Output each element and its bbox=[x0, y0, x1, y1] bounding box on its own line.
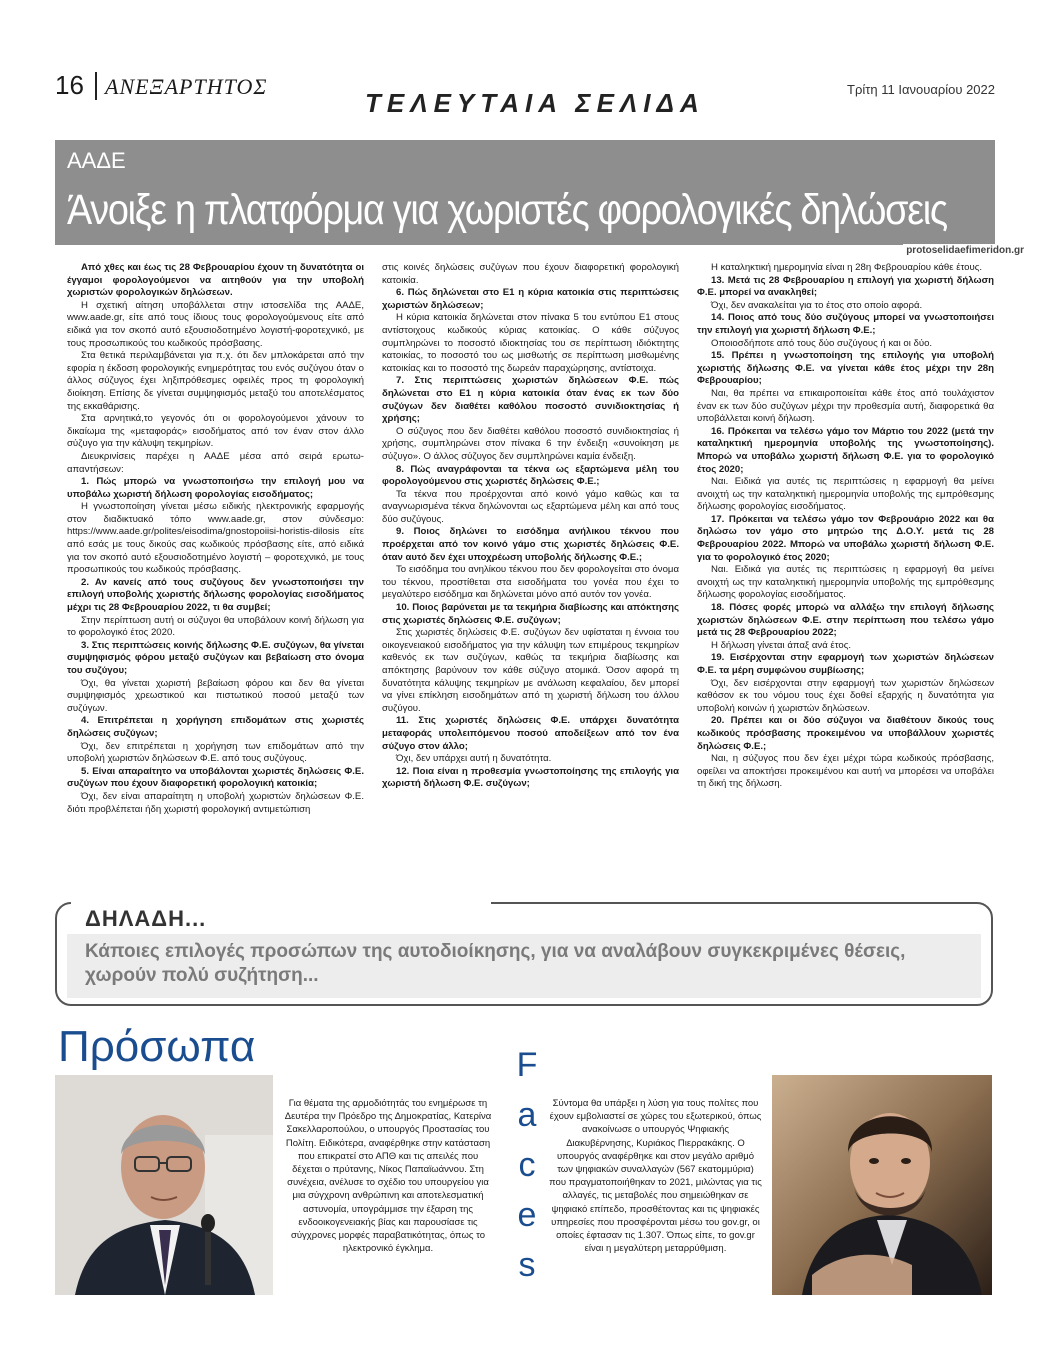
body-paragraph: Όχι, δεν εισέρχονται στην εφαρμογή των χωριστών δηλώσεων καθόσον εκ του νόμου τους έχει δοθεί εξαρχής η δυνατότητα για υποβολή κοινών ή χωριστών δηλώσεων. bbox=[697, 677, 994, 714]
body-paragraph: Ναι, η σύζυγος που δεν έχει μέχρι τώρα κωδικούς πρόσβασης, οφείλει να αποκτήσει προκειμένου και αυτή να μπορέσει να υποβάλει τη δική της δήλωση. bbox=[697, 753, 994, 790]
body-paragraph: Η καταληκτική ημερομηνία είναι η 28η Φεβρουαρίου κάθε έτους. bbox=[711, 262, 983, 273]
right-caption: Σύντομα θα υπάρξει η λύση για τους πολίτες που έχουν εμβολιαστεί σε χώρες του εξωτερικού, όπως ανακοίνωσε ο υπουργός Ψηφιακής Διακυβέρνησης, Κυριάκος Πιερρακάκης. Ο υπουργός αναφέρθηκε και στον μεγάλο αριθμό των ψηφιακών συναλλαγών (567 εκατομμύρια) που πραγματοποιήθηκαν το 2021, μιλώντας για τις αλλαγές, τις μεταβολές που σημειώθηκαν σε ψηφιακό επίπεδο, προσθέτοντας και τις ψηφιακές υπηρεσίες που προσφέρονται μέσω του gov.gr, οι οποίες έφτασαν τις 1.307. Όπως είπε, το gov.gr είναι η μεγαλύτερη μεταρρύθμιση. bbox=[549, 1098, 762, 1255]
faces-letter: c bbox=[518, 1146, 536, 1184]
body-paragraph: Όχι, δεν επιτρέπεται η χορήγηση των επιδομάτων από την υποβολή χωριστών δηλώσεων Φ.Ε. από τους συζύγους. bbox=[67, 740, 364, 765]
faces-letter: F bbox=[516, 1046, 538, 1084]
article-body bbox=[67, 262, 995, 887]
question-paragraph: 1. Πώς μπορώ να γνωστοποιήσω την επιλογή μου να υποβάλω χωριστή δήλωση φορολογίας εισοδήματος; bbox=[67, 476, 364, 500]
body-paragraph: Το εισόδημα του ανηλίκου τέκνου που δεν φορολογείται στο όνομα του τέκνου, προστίθεται στα εισοδήματα του γονέα που έχει το μεγαλύτερο εισόδημα και δηλώνεται μόνο από αυτόν τον γονέα. bbox=[382, 564, 679, 601]
minister-portrait-left bbox=[55, 1075, 273, 1295]
faces-letter: s bbox=[518, 1246, 536, 1284]
question-paragraph: 17. Πρόκειται να τελέσω γάμο τον Φεβρουάριο 2022 και θα δηλώσω τον γάμο στο μητρώο της Δ.Ο.Υ. μετά τις 28 Φεβρουαρίου 2022. Μπορώ να υποβάλω χωριστή δήλωση Φ.Ε. για το φορολογικό έτος 2020; bbox=[697, 513, 994, 563]
question-paragraph: 13. Μετά τις 28 Φεβρουαρίου η επιλογή για χωριστή δήλωση Φ.Ε. μπορεί να ανακληθεί; bbox=[697, 274, 994, 299]
article-column-1 bbox=[67, 262, 364, 887]
body-paragraph: Στην περίπτωση αυτή οι σύζυγοι θα υποβάλουν κοινή δήλωση για το φορολογικό έτος 2020. bbox=[67, 614, 364, 639]
body-paragraph: Στα αρνητικά,το γεγονός ότι οι φορολογούμενοι χάνουν το δικαίωμα της «μεταφοράς» εισοδήματος από τον έναν στον άλλο σύζυγο για την κάλυψη τεκμηρίων. bbox=[67, 413, 364, 450]
source-watermark: protoselidaefimeridon.gr bbox=[903, 244, 1027, 257]
question-paragraph: 20. Πρέπει και οι δύο σύζυγοι να διαθέτουν δικούς τους κωδικούς πρόσβασης προκειμένου να υποβάλλουν χωριστές δηλώσεις Φ.Ε.; bbox=[697, 715, 994, 752]
masthead bbox=[55, 68, 995, 118]
faces-vertical-title bbox=[512, 1040, 542, 1290]
body-paragraph: Οποιοσδήποτε από τους δύο συζύγους ή και οι δύο. bbox=[711, 337, 933, 349]
portrait-left-illustration bbox=[55, 1075, 273, 1295]
question-paragraph: 7. Στις περιπτώσεις χωριστών δηλώσεων Φ.Ε. πώς δηλώνεται στο Ε1 η κύρια κατοικία όταν ένας εκ των δύο συζύγων δεν διαθέτει καθόλου ποσοστό συνιδιοκτησίας ή χρήσης; bbox=[382, 375, 679, 425]
question-paragraph: 12. Ποια είναι η προθεσμία γνωστοποίησης της επιλογής για χωριστή δήλωση Φ.Ε. συζύγων; bbox=[382, 765, 679, 790]
body-paragraph: Τα τέκνα που προέρχονται από κοινό γάμο καθώς και τα αναγνωρισμένα τέκνα δηλώνονται ως εξαρτώμενα μέλη και από τους δύο συζύγους. bbox=[382, 488, 679, 525]
question-paragraph: 18. Πόσες φορές μπορώ να αλλάξω την επιλογή δήλωσης χωριστών δηλώσεων Φ.Ε. στην περίπτωση που τελέσω γάμο μετά τις 28 Φεβρουαρίου 2022; bbox=[697, 602, 994, 639]
body-paragraph: Η δήλωση γίνεται άπαξ ανά έτος. bbox=[711, 639, 851, 651]
body-paragraph: Ναι. Ειδικά για αυτές τις περιπτώσεις η εφαρμογή θα μείνει ανοιχτή ως την καταληκτική ημερομηνία υποβολής της εμπρόθεσμης δήλωσης φορολογίας εισοδήματος. bbox=[697, 476, 994, 513]
question-paragraph: 11. Στις χωριστές δηλώσεις Φ.Ε. υπάρχει δυνατότητα μεταφοράς υπολειπόμενου ποσού αποδείξεων από τον ένα σύζυγο στον άλλο; bbox=[382, 715, 679, 752]
minister-portrait-right bbox=[772, 1075, 992, 1295]
question-paragraph: 16. Πρόκειται να τελέσω γάμο τον Μάρτιο του 2022 (μετά την καταληκτική ημερομηνία υποβολής της γνωστοποίησης). Μπορώ να υποβάλω χωριστή δήλωση Φ.Ε. για το φορολογικό έτος 2020; bbox=[697, 425, 994, 475]
dilladi-box bbox=[55, 902, 993, 1006]
question-paragraph: 8. Πώς αναγράφονται τα τέκνα ως εξαρτώμενα μέλη του φορολογούμενου στις χωριστές δηλώσεις Φ.Ε.; bbox=[382, 463, 679, 488]
body-paragraph: Όχι, δεν υπάρχει αυτή η δυνατότητα. bbox=[396, 753, 552, 765]
body-paragraph: Ο σύζυγος που δεν διαθέτει καθόλου ποσοστό συνιδιοκτησίας ή χρήσης, συμπληρώνει στον πίνακα 6 την ένδειξη «συνοίκηση με σύζυγο». Ο άλλος σύζυγος δεν συμπληρώνει καμία ένδειξη. bbox=[382, 425, 679, 462]
body-paragraph: Όχι, δεν είναι απαραίτητη η υποβολή χωριστών δηλώσεων Φ.Ε. διότι προβλέπεται ήδη χωριστή φορολογική αντιμετώπιση bbox=[67, 790, 364, 815]
question-paragraph: 5. Είναι απαραίτητο να υποβάλονται χωριστές δηλώσεις Φ.Ε. συζύγων που έχουν διαφορετική φορολογική κατοικία; bbox=[67, 765, 364, 790]
faces-letter: e bbox=[517, 1196, 537, 1234]
body-paragraph: Η σχετική αίτηση υποβάλλεται στην ιστοσελίδα της ΑΑΔΕ, www.aade.gr, είτε από τους ίδιους τους φορολογούμενους είτε από ειδικά για τον σκοπό αυτό εξουσιοδοτημένο λογιστή-φοροτεχνικό, με τους προσωπικούς του κωδικούς πρόσβασης. bbox=[67, 299, 364, 349]
body-paragraph: Η γνωστοποίηση γίνεται μέσω ειδικής ηλεκτρονικής εφαρμογής στον διαδικτυακό τόπο www.aade.gr, στον σύνδεσμο: https://www.aade.gr/polites/eisodima/gnostopoiisi-horistis-dilosis είτε από εσάς με τους δικούς σας κωδικούς πρόσβασης είτε, από ειδικά για τον σκοπό αυτό εξουσιοδοτημένο λογιστή – φοροτεχνικό, με τους προσωπικούς του κωδικούς πρόσβασης. bbox=[67, 501, 364, 576]
question-paragraph: 3. Στις περιπτώσεις κοινής δήλωσης Φ.Ε. συζύγων, θα γίνεται συμψηφισμός φόρου μεταξύ συζύγων και βεβαίωση στο όνομα του συζύγου; bbox=[67, 639, 364, 676]
body-paragraph: στις κοινές δηλώσεις συζύγων που έχουν διαφορετική φορολογική κατοικία. bbox=[382, 262, 679, 286]
page-number: 16 bbox=[55, 70, 84, 100]
question-paragraph: 9. Ποιος δηλώνει το εισόδημα ανήλικου τέκνου που προέρχεται από τον κοινό γάμο στις χωριστές δηλώσεις Φ.Ε. όταν αυτό δεν έχει υποχρέωση υποβολής δήλωσης Φ.Ε.; bbox=[382, 526, 679, 563]
masthead-divider bbox=[95, 72, 97, 100]
question-paragraph: 10. Ποιος βαρύνεται με τα τεκμήρια διαβίωσης και απόκτησης στις χωριστές δηλώσεις Φ.Ε. συζύγων; bbox=[382, 602, 679, 626]
prosopa-title: Πρόσωπα bbox=[58, 1022, 256, 1071]
portrait-right-illustration bbox=[772, 1075, 992, 1295]
body-paragraph: Στα θετικά περιλαμβάνεται για π.χ. ότι δεν μπλοκάρεται από την εφορία η έκδοση φορολογικής ενημερότητας του ενός συζύγου όταν ο άλλος σύζυγος έχει ληξιπρόθεσμες οφειλές προς τη φορολογική διοίκηση. Επίσης δε γίνεται συμψηφισμός μεταξύ του αποτελέσματος της εκκαθάρισης. bbox=[67, 350, 364, 412]
dilladi-text: Κάποιες επιλογές προσώπων της αυτοδιοίκησης, για να αναλάβουν συγκεκριμένες θέσεις, χωρούν πολύ συζήτηση... bbox=[85, 941, 906, 986]
body-paragraph: Διευκρινίσεις παρέχει η ΑΑΔΕ μέσα από σειρά ερωτω-απαντήσεων: bbox=[67, 450, 364, 475]
question-paragraph: 2. Αν κανείς από τους συζύγους δεν γνωστοποιήσει την επιλογή υποβολής χωριστής δήλωσης φορολογίας εισοδήματος μέχρι τις 28 Φεβρουαρίου 2022, τι θα συμβεί; bbox=[67, 576, 364, 614]
section-title: ΤΕΛΕΥΤΑΙΑ ΣΕΛΙΔΑ bbox=[365, 88, 705, 118]
dilladi-title: ΔΗΛΑΔΗ... bbox=[85, 906, 207, 931]
headline-banner bbox=[55, 140, 995, 245]
body-paragraph: Όχι, δεν ανακαλείται για το έτος στο οποίο αφορά. bbox=[711, 299, 923, 311]
article-column-2 bbox=[382, 262, 679, 887]
issue-date: Τρίτη 11 Ιανουαρίου 2022 bbox=[847, 82, 995, 97]
body-paragraph: Στις χωριστές δηλώσεις Φ.Ε. συζύγων δεν υφίσταται η έννοια του οικογενειακού εισοδήματος για την κάλυψη των επιμέρους τεκμηρίων καθενός εκ των συζύγων, καθώς τα τεκμήρια διαβίωσης και απόκτησης βαρύνουν τον κάθε σύζυγο ατομικά. Όσον αφορά τη δυνατότητα κάλυψης τεκμηρίων με ανάλωση κεφαλαίου, δεν μπορεί να γίνει επίκληση εισοδημάτων από τη χωριστή δήλωση του άλλου συζύγου. bbox=[382, 627, 679, 714]
body-paragraph: Όχι, θα γίνεται χωριστή βεβαίωση φόρου και δεν θα γίνεται συμψηφισμός χρεωστικού και πιστωτικού ποσού μεταξύ των συζύγων. bbox=[67, 677, 364, 714]
body-paragraph: Ναι, θα πρέπει να επικαιροποιείται κάθε έτος από τουλάχιστον έναν εκ των δύο συζύγων μέχρι την προθεσμία αυτή, διαφορετικά θα υποβάλλεται κοινή δήλωση. bbox=[697, 387, 994, 425]
question-paragraph: 19. Εισέρχονται στην εφαρμογή των χωριστών δηλώσεων Φ.Ε. τα μέρη συμφώνου συμβίωσης; bbox=[697, 652, 994, 676]
question-paragraph: Από χθες και έως τις 28 Φεβρουαρίου έχουν τη δυνατότητα οι έγγαμοι φορολογούμενοι να αιτηθούν για την υποβολή χωριστών φορολογικών δηλώσεων. bbox=[67, 262, 364, 299]
body-paragraph: Η κύρια κατοικία δηλώνεται στον πίνακα 5 του εντύπου Ε1 στους αντίστοιχους κωδικούς κύριας κατοικίας. Ο κάθε σύζυγος συμπληρώνει το ποσοστό ιδιοκτησίας του σε περίπτωση ιδιόκτητης κατοικίας, το ποσοστό του ως μισθωτής σε περίπτωση μισθωμένης κατοικίας και το ποσοστό της δωρεάν παραχώρησης, αντίστοιχα. bbox=[382, 312, 679, 374]
faces-letter: a bbox=[517, 1096, 537, 1134]
body-paragraph: Ναι. Ειδικά για αυτές τις περιπτώσεις η εφαρμογή θα μείνει ανοιχτή ως την καταληκτική ημερομηνία υποβολής της εμπρόθεσμης δήλωσης φορολογίας εισοδήματος. bbox=[697, 564, 994, 601]
article-headline: Άνοιξε η πλατφόρμα για χωριστές φορολογικές δηλώσεις bbox=[67, 186, 947, 234]
article-kicker: ΑΑΔΕ bbox=[67, 148, 126, 173]
question-paragraph: 15. Πρέπει η γνωστοποίηση της επιλογής για υποβολή χωριστής δήλωσης Φ.Ε. να γίνεται κάθε έτος μέχρι την 28η Φεβρουαρίου; bbox=[697, 350, 994, 387]
question-paragraph: 6. Πώς δηλώνεται στο Ε1 η κύρια κατοικία στις περιπτώσεις χωριστών δηλώσεων; bbox=[382, 287, 679, 311]
left-caption: Για θέματα της αρμοδιότητάς του ενημέρωσε τη Δευτέρα την Πρόεδρο της Δημοκρατίας, Κατερίνα Σακελλαροπούλου, ο υπουργός Προστασίας του Πολίτη. Ειδικότερα, αναφέρθηκε στην κατάσταση που επικρατεί στο ΑΠΘ και τις απειλές που δέχεται ο πρύτανης, Νίκος Παπαϊωάννου. Στη συνέχεια, ανέλυσε το σχέδιο του υπουργείου για μια σύγχρονη ανθρώπινη και αποτελεσματική αστυνομία, υπογράμμισε την έξαρση της ενδοοικογενειακής βίας και παρουσίασε τις σύγχρονες μορφές παραβατικότητας, όπως το ηλεκτρονικό έγκλημα. bbox=[284, 1098, 492, 1255]
question-paragraph: 4. Επιτρέπεται η χορήγηση επιδομάτων στις χωριστές δηλώσεις συζύγων; bbox=[67, 715, 364, 739]
article-column-3 bbox=[697, 262, 994, 887]
question-paragraph: 14. Ποιος από τους δύο συζύγους μπορεί να γνωστοποιήσει την επιλογή για χωριστή δήλωση Φ.Ε.; bbox=[697, 312, 994, 336]
newspaper-name: ΑΝΕΞΑΡΤΗΤΟΣ bbox=[105, 74, 268, 99]
